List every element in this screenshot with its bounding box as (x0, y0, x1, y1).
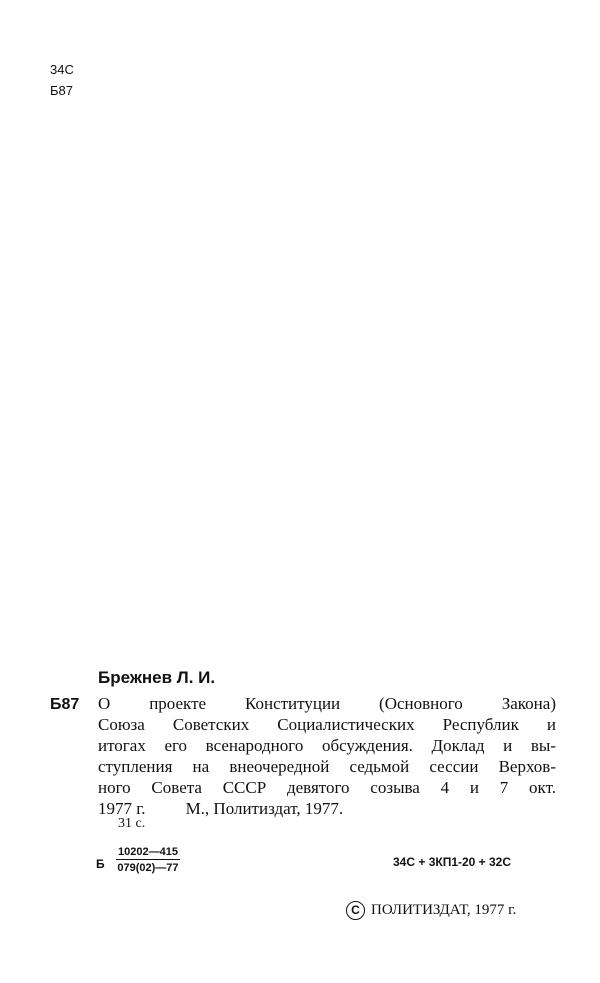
copyright-text: ПОЛИТИЗДАТ, 1977 г. (371, 902, 517, 918)
copyright-notice (346, 901, 516, 920)
author-name: Брежнев Л. И. (98, 668, 216, 687)
description-line: ступления на внеочередной седьмой сессии Верхов- (98, 757, 556, 776)
publisher-imprint: М., Политиздат, 1977. (185, 799, 344, 818)
description-line: ного Совета СССР девятого созыва 4 и 7 окт. (98, 778, 556, 797)
description-line-imprint (98, 798, 556, 819)
copyright-icon: C (346, 901, 365, 920)
page-count: 31 с. (118, 816, 146, 831)
index-letter: Б (96, 857, 105, 871)
fraction-numerator: 10202—415 (118, 846, 178, 858)
bibliographic-description (98, 693, 556, 819)
author-mark-code: Б87 (50, 83, 73, 98)
subject-index-code: 34С + 3КП1-20 + 32С (393, 855, 512, 869)
card-author-mark: Б87 (50, 696, 80, 713)
description-line: Союза Советских Социалистических Республик и (98, 715, 556, 734)
index-fraction (116, 846, 180, 874)
description-line: итогах его всенародного обсуждения. Доклад и вы- (98, 736, 556, 755)
fraction-denominator: 079(02)—77 (117, 862, 179, 874)
description-line: О проекте Конституции (Основного Закона) (98, 694, 556, 713)
classification-code: 34С (50, 62, 74, 77)
publication-date: 1977 г. (98, 799, 146, 818)
